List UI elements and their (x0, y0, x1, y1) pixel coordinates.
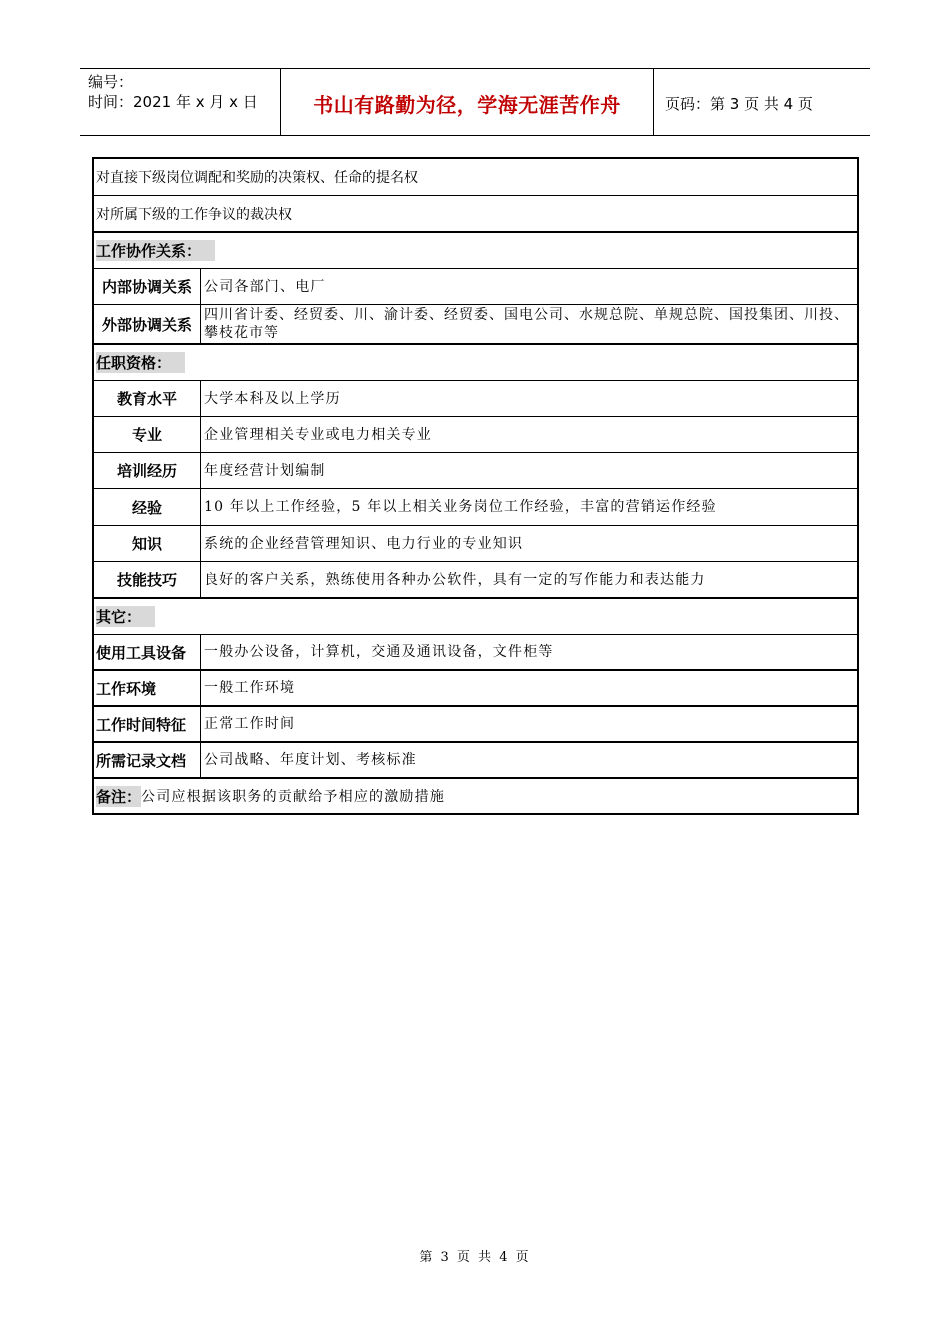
row-label: 工作时间特征 (94, 707, 201, 741)
row-label: 专业 (94, 417, 201, 452)
section-row (94, 599, 857, 635)
row-value: 大学本科及以上学历 (204, 390, 341, 407)
table-row (94, 562, 857, 599)
page-header (80, 68, 870, 136)
row-label: 知识 (94, 526, 201, 561)
row-value: 企业管理相关专业或电力相关专业 (204, 426, 432, 443)
row-value: 年度经营计划编制 (204, 462, 326, 479)
header-meta (88, 72, 258, 112)
table-row (94, 635, 857, 671)
table-row (94, 743, 857, 779)
row-label: 教育水平 (94, 381, 201, 416)
table-row (94, 453, 857, 489)
job-description-table (92, 157, 859, 815)
header-divider (653, 69, 654, 135)
note-cell (96, 779, 445, 813)
row-value: 良好的客户关系，熟练使用各种办公软件，具有一定的写作能力和表达能力 (204, 571, 706, 588)
note-label: 备注： (96, 787, 142, 806)
header-page-number: 页码：第 3 页 共 4 页 (665, 95, 813, 113)
row-label: 所需记录文档 (94, 743, 201, 777)
section-title: 工作协作关系： (96, 233, 215, 268)
row-value: 正常工作时间 (204, 716, 296, 732)
row-value: 一般办公设备，计算机，交通及通讯设备，文件柜等 (204, 644, 554, 660)
table-row (94, 526, 857, 562)
row-value: 一般工作环境 (204, 680, 296, 696)
row-label: 培训经历 (94, 453, 201, 488)
row-value: 系统的企业经营管理知识、电力行业的专业知识 (204, 535, 524, 552)
table-row (94, 381, 857, 417)
table-row (94, 269, 857, 305)
section-title: 其它： (96, 599, 155, 634)
table-row (94, 779, 857, 813)
code-label: 编号： (88, 73, 134, 91)
date-label: 时间：2021 年 x 月 x 日 (88, 93, 258, 111)
table-row (94, 489, 857, 526)
row-value: 10 年以上工作经验，5 年以上相关业务岗位工作经验，丰富的营销运作经验 (204, 499, 717, 515)
section-row (94, 345, 857, 381)
section-row (94, 233, 857, 269)
section-title: 任职资格： (96, 345, 185, 380)
authority-text: 对所属下级的工作争议的裁决权 (96, 206, 292, 223)
table-row (94, 671, 857, 707)
header-motto: 书山有路勤为径，学海无涯苦作舟 (313, 93, 621, 117)
row-label: 经验 (94, 489, 201, 525)
row-label: 工作环境 (94, 671, 201, 705)
page-footer: 第 3 页 共 4 页 (419, 1250, 531, 1265)
authority-text: 对直接下级岗位调配和奖励的决策权、任命的提名权 (96, 170, 418, 186)
table-row (94, 305, 857, 345)
row-value: 公司各部门、电厂 (204, 278, 326, 295)
row-value: 公司战略、年度计划、考核标准 (204, 752, 417, 768)
table-row (94, 417, 857, 453)
row-label: 技能技巧 (94, 562, 201, 597)
row-label: 外部协调关系 (94, 305, 201, 343)
row-value: 四川省计委、经贸委、川、渝计委、经贸委、国电公司、水规总院、单规总院、国投集团、川投、攀枝花市等 (204, 307, 849, 341)
table-row (94, 159, 857, 196)
table-row (94, 196, 857, 233)
note-text: 公司应根据该职务的贡献给予相应的激励措施 (141, 789, 446, 805)
table-row (94, 707, 857, 743)
row-label: 使用工具设备 (94, 635, 201, 669)
row-label: 内部协调关系 (94, 269, 201, 304)
